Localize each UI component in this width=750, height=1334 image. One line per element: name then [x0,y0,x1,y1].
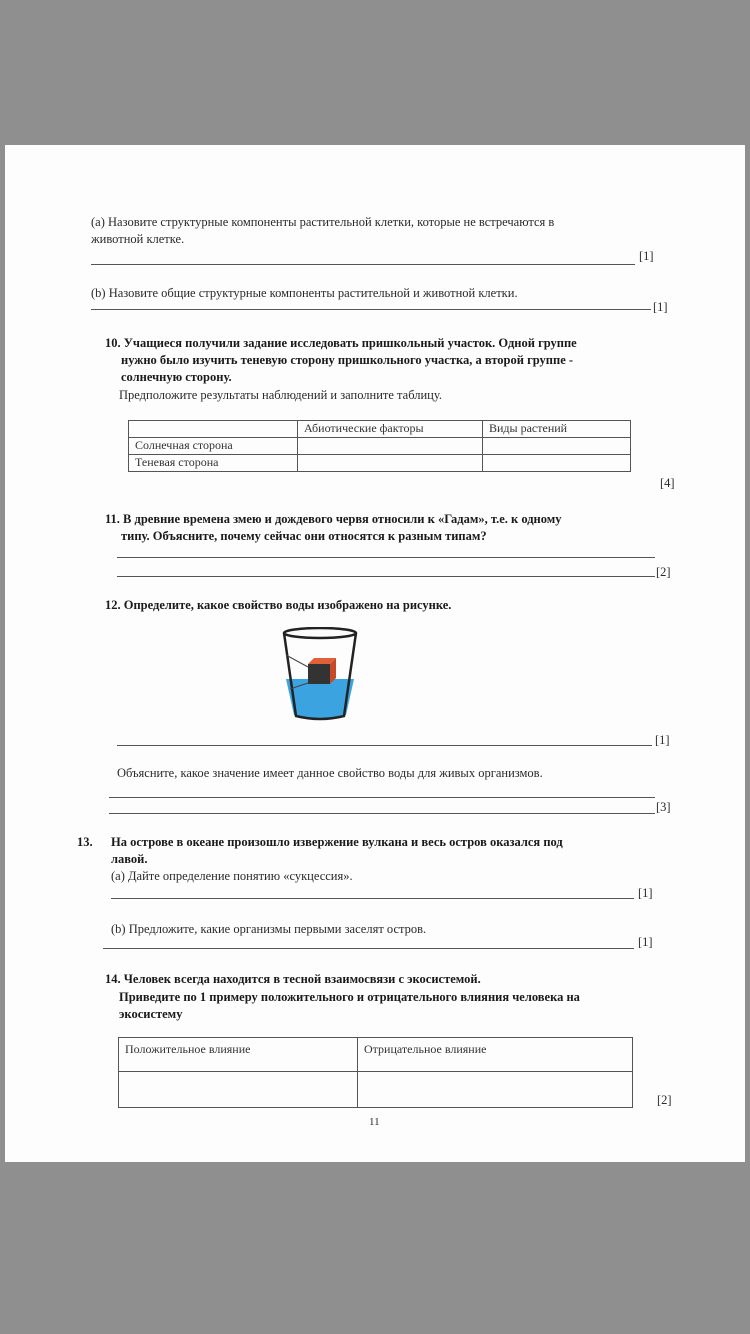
q11-line1: 11. В древние времена змею и дождевого червя относили к «Гадам», т.е. к одному [105,512,562,526]
q13a-mark: [1] [638,886,653,900]
q12-mark2: [3] [656,800,671,814]
q12-explain: Объясните, какое значение имеет данное свойство воды для живых организмов. [117,766,543,780]
q14-line3: экосистему [119,1007,183,1021]
q14-line1: 14. Человек всегда находится в тесной взаимосвязи с экосистемой. [105,972,481,986]
q13b-mark: [1] [638,935,653,949]
q10-line2: нужно было изучить теневую сторону пришкольного участка, а второй группе - [121,353,574,367]
q14-line2: Приведите по 1 примеру положительного и отрицательного влияния человека на [119,990,580,1004]
q14-table [118,1037,633,1108]
table-cell[interactable] [298,455,483,472]
answer-line [109,797,655,798]
answer-line [117,576,655,577]
table-cell[interactable] [483,455,631,472]
q12-mark1: [1] [655,733,670,747]
table-header: Положительное влияние [119,1038,358,1072]
answer-line [91,309,651,310]
table-row-label: Теневая сторона [129,455,298,472]
page-number: 11 [369,1116,380,1128]
worksheet-page [5,145,745,1162]
table-cell[interactable] [119,1072,358,1108]
q9a-text-cont: животной клетке. [91,232,185,246]
answer-line [111,898,634,899]
q11-line2: типу. Объясните, почему сейчас они относятся к разным типам? [121,529,487,543]
q9b-mark: [1] [653,300,668,314]
q13b-text: (b) Предложите, какие организмы первыми заселят остров. [111,922,427,936]
q13-number: 13. [77,835,93,849]
q10-mark: [4] [660,476,675,490]
table-header: Отрицательное влияние [358,1038,633,1072]
table-header: Абиотические факторы [298,421,483,438]
q14-mark: [2] [657,1093,672,1107]
answer-line [109,813,655,814]
q9a-text: (a) Назовите структурные компоненты растительной клетки, которые не встречаются в [91,215,555,229]
q13-line1: На острове в океане произошло извержение вулкана и весь остров оказался под [111,835,563,849]
table-header: Виды растений [483,421,631,438]
q13-line2: лавой. [111,852,148,866]
q9a-mark: [1] [639,249,654,263]
glass-with-ice-illustration [280,627,360,722]
q11-mark: [2] [656,565,671,579]
q13a-text: (a) Дайте определение понятию «сукцессия». [111,869,353,883]
table-header [129,421,298,438]
answer-line [117,745,652,746]
q10-table [128,420,631,472]
q9b-text: (b) Назовите общие структурные компоненты растительной и животной клетки. [91,286,518,300]
table-cell[interactable] [483,438,631,455]
q10-line1: 10. Учащиеся получили задание исследовать пришкольный участок. Одной группе [105,336,577,350]
table-row-label: Солнечная сторона [129,438,298,455]
table-cell[interactable] [298,438,483,455]
table-cell[interactable] [358,1072,633,1108]
answer-line [103,948,634,949]
answer-line [117,557,655,558]
q10-instruction: Предположите результаты наблюдений и заполните таблицу. [119,388,442,402]
q10-line3: солнечную сторону. [121,370,232,384]
answer-line [91,264,635,265]
q12-title: 12. Определите, какое свойство воды изображено на рисунке. [105,598,452,612]
